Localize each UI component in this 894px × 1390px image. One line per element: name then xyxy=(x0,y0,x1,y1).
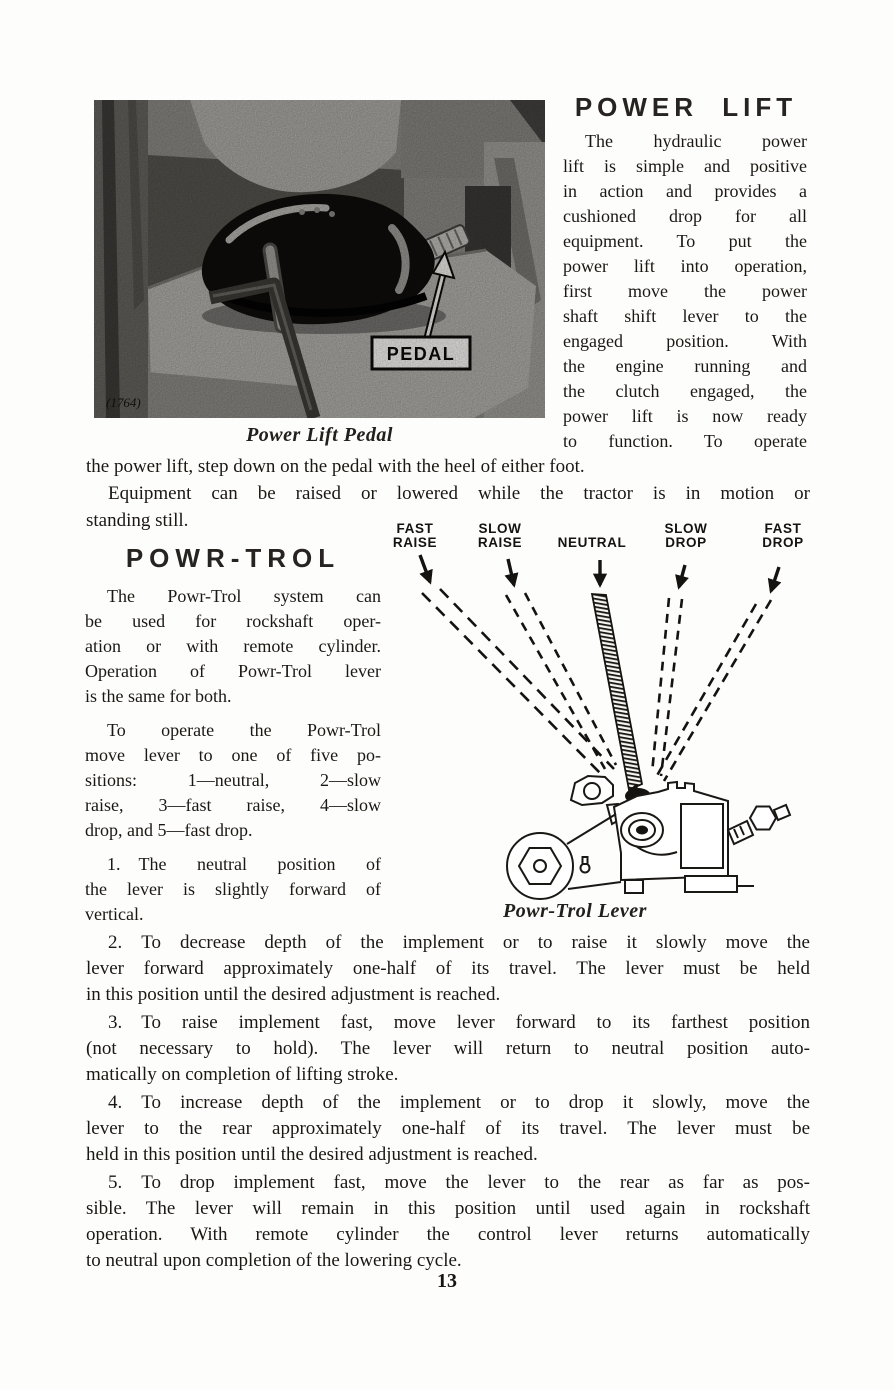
neutral-label: NEUTRAL xyxy=(557,535,627,550)
procedure-list xyxy=(86,930,810,1274)
text-line: matically on completion of lifting stroke. xyxy=(86,1064,399,1085)
pedal-label-text: PEDAL xyxy=(386,344,456,364)
text-line: held in this position until the desired adjustment is reached. xyxy=(86,1144,538,1165)
text-line: to function. To operate xyxy=(563,431,807,451)
text-line: power lift is now ready xyxy=(563,406,807,426)
power-lift-paragraph xyxy=(563,129,807,454)
text-line: 2. To decrease depth of the implement or to raise it slowly move the xyxy=(108,932,810,953)
text-line: raise, 3—fast raise, 4—slow xyxy=(85,795,381,815)
text-line: lift is simple and positive xyxy=(563,156,807,176)
diagram-caption: Powr-Trol Lever xyxy=(503,900,647,922)
text-line: operation. With remote cylinder the control lever returns automatically xyxy=(86,1224,810,1245)
text-line: power lift into operation, xyxy=(563,256,807,276)
text-line: 4. To increase depth of the implement or to drop it slowly, move the xyxy=(108,1092,810,1113)
text-line: is the same for both. xyxy=(85,686,232,706)
powr-trol-heading: POWR-TROL xyxy=(125,543,341,573)
text-line: the power lift, step down on the pedal with the heel of either foot. xyxy=(86,456,585,477)
slow-raise-arrow-icon xyxy=(508,559,514,585)
procedure-item-4 xyxy=(86,1090,810,1168)
valve-housing xyxy=(507,776,790,899)
text-line: 5. To drop implement fast, move the lever to the rear as far as pos- xyxy=(108,1172,810,1193)
text-line: the lever is slightly forward of xyxy=(85,879,381,899)
photo-grain-overlay xyxy=(94,100,545,418)
slow-raise-label2: RAISE xyxy=(477,535,523,550)
powr-trol-paragraph-2 xyxy=(85,718,381,843)
power-lift-heading: POWER LIFT xyxy=(574,92,798,122)
neutral-lever xyxy=(592,594,651,806)
text-line: move lever to one of five po- xyxy=(85,745,381,765)
procedure-item-2 xyxy=(86,930,810,1008)
slow-raise-label: SLOW xyxy=(478,521,522,536)
procedure-item-3 xyxy=(86,1010,810,1088)
text-line: in action and provides a xyxy=(563,181,807,201)
diagram-labels xyxy=(393,521,804,550)
slow-drop-arrow-icon xyxy=(679,565,685,587)
text-line: 1. The neutral position of xyxy=(107,854,381,874)
text-line: be used for rockshaft oper- xyxy=(85,611,381,631)
text-line: Equipment can be raised or lowered while the tractor is in motion or xyxy=(108,483,810,504)
fast-raise-label2: RAISE xyxy=(392,535,438,550)
power-lift-pedal-photo xyxy=(94,100,545,418)
text-line: engaged position. With xyxy=(563,331,807,351)
text-line: (not necessary to hold). The lever will return to neutral position auto- xyxy=(86,1038,810,1059)
powr-trol-lever-diagram xyxy=(385,508,830,900)
text-line: to neutral upon completion of the lowering cycle. xyxy=(86,1250,462,1271)
fast-drop-arrow-icon xyxy=(771,567,779,591)
text-line: lever forward approximately one-half of its travel. The lever must be held xyxy=(86,958,810,979)
text-line: To operate the Powr-Trol xyxy=(107,720,381,740)
text-line: cushioned drop for all xyxy=(563,206,807,226)
label-arrows xyxy=(420,555,779,591)
powr-trol-paragraph-1 xyxy=(85,584,381,709)
text-line: drop, and 5—fast drop. xyxy=(85,820,253,840)
slow-drop-label: SLOW xyxy=(664,521,708,536)
figure-id: (1764) xyxy=(106,395,141,410)
text-line: lever to the rear approximately one-half of its travel. The lever must be xyxy=(86,1118,810,1139)
text-line: first move the power xyxy=(563,281,807,301)
fast-raise-label: FAST xyxy=(396,521,434,536)
text-line: ation or with remote cylinder. xyxy=(85,636,381,656)
fast-drop-label: FAST xyxy=(764,521,802,536)
text-line: 3. To raise implement fast, move lever forward to its farthest position xyxy=(108,1012,810,1033)
text-line: in this position until the desired adjustment is reached. xyxy=(86,984,501,1005)
text-line: sible. The lever will remain in this position until used again in rockshaft xyxy=(86,1198,810,1219)
text-line: shaft shift lever to the xyxy=(563,306,807,326)
text-line: Operation of Powr-Trol lever xyxy=(85,661,381,681)
slow-drop-label2: DROP xyxy=(665,535,707,550)
fast-raise-arrow-icon xyxy=(420,555,430,582)
text-line: vertical. xyxy=(85,904,144,924)
text-line: equipment. To put the xyxy=(563,231,807,251)
page-number: 13 xyxy=(437,1270,457,1292)
photo-caption: Power Lift Pedal xyxy=(246,424,393,446)
text-line: standing still. xyxy=(86,510,189,531)
fast-drop-label2: DROP xyxy=(762,535,804,550)
text-line: the engine running and xyxy=(563,356,807,376)
powr-trol-item-1 xyxy=(85,852,381,927)
text-line: sitions: 1—neutral, 2—slow xyxy=(85,770,381,790)
text-line: the clutch engaged, the xyxy=(563,381,807,401)
procedure-item-5 xyxy=(86,1170,810,1274)
text-line: The Powr-Trol system can xyxy=(107,586,381,606)
text-line: The hydraulic power xyxy=(585,131,807,151)
